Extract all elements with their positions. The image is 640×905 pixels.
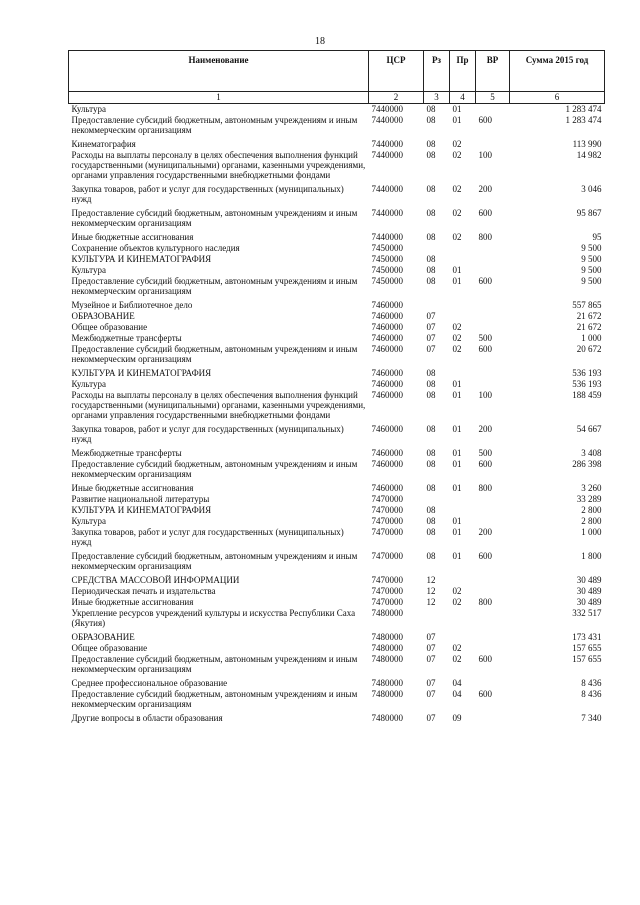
cell-name: СРЕДСТВА МАССОВОЙ ИНФОРМАЦИИ	[71, 575, 240, 585]
table-row	[69, 597, 605, 608]
cell-csr: 7440000	[371, 208, 403, 218]
cell-name: Предоставление субсидий бюджетным, автономным учреждениям и иным некоммерческим организациям	[71, 689, 358, 709]
cell-csr: 7460000	[371, 322, 403, 332]
page-number: 18	[315, 36, 325, 47]
cell-pr: 01	[452, 276, 462, 286]
cell-vr	[476, 300, 510, 311]
cell-vr	[476, 379, 510, 390]
cell-pr	[450, 505, 476, 516]
cell-name: Периодическая печать и издательства	[71, 586, 216, 596]
cell-vr	[476, 104, 510, 116]
cell-rz: 08	[426, 448, 436, 458]
cell-csr: 7460000	[371, 483, 403, 493]
cell-sum: 9 500	[581, 243, 602, 253]
cell-pr: 04	[452, 689, 462, 699]
cell-rz: 08	[426, 390, 436, 400]
header-number: 2	[369, 92, 424, 104]
cell-sum: 2 800	[581, 516, 602, 526]
cell-vr	[476, 243, 510, 254]
cell-pr: 01	[452, 459, 462, 469]
cell-name: Закупка товаров, работ и услуг для государственных (муниципальных) нужд	[71, 527, 344, 547]
cell-vr: 100	[478, 150, 492, 160]
cell-rz: 07	[426, 632, 436, 642]
table-row	[69, 243, 605, 254]
cell-name: Предоставление субсидий бюджетным, автономным учреждениям и иным некоммерческим организациям	[71, 344, 358, 364]
cell-sum: 30 489	[576, 586, 602, 596]
cell-vr: 200	[478, 424, 492, 434]
cell-name: Общее образование	[71, 322, 148, 332]
cell-csr: 7440000	[371, 115, 403, 125]
cell-vr	[476, 368, 510, 379]
cell-name: Предоставление субсидий бюджетным, автономным учреждениям и иным некоммерческим организациям	[71, 276, 358, 296]
cell-name: Кинематография	[71, 139, 136, 149]
cell-csr: 7480000	[371, 643, 403, 653]
cell-name: Предоставление субсидий бюджетным, автономным учреждениям и иным некоммерческим организациям	[71, 459, 358, 479]
cell-rz: 08	[426, 424, 436, 434]
cell-name: ОБРАЗОВАНИЕ	[71, 311, 135, 321]
cell-csr: 7440000	[371, 232, 403, 242]
cell-sum: 1 000	[581, 527, 602, 537]
table-row	[69, 483, 605, 494]
cell-vr: 200	[478, 527, 492, 537]
cell-sum: 1 283 474	[565, 104, 602, 114]
cell-name: Среднее профессиональное образование	[71, 678, 228, 688]
table-row	[69, 322, 605, 333]
cell-csr: 7460000	[371, 448, 403, 458]
table-row	[69, 115, 605, 139]
cell-rz: 08	[426, 104, 436, 114]
cell-pr: 01	[452, 265, 462, 275]
cell-sum: 95 867	[576, 208, 602, 218]
cell-csr: 7440000	[371, 184, 403, 194]
cell-pr: 02	[452, 643, 462, 653]
cell-name: Межбюджетные трансферты	[71, 333, 182, 343]
cell-pr: 04	[452, 678, 462, 688]
cell-name: ОБРАЗОВАНИЕ	[71, 632, 135, 642]
cell-pr: 02	[452, 322, 462, 332]
cell-rz: 07	[426, 311, 436, 321]
cell-rz: 07	[426, 689, 436, 699]
cell-vr	[476, 678, 510, 689]
cell-vr: 600	[478, 551, 492, 561]
cell-rz: 08	[426, 232, 436, 242]
header-name: Наименование	[69, 51, 369, 92]
cell-rz: 08	[426, 527, 436, 537]
table-row	[69, 184, 605, 208]
cell-sum: 3 046	[581, 184, 602, 194]
cell-rz: 08	[426, 254, 436, 264]
cell-pr	[450, 300, 476, 311]
header-sum: Сумма 2015 год	[510, 51, 605, 92]
table-row	[69, 265, 605, 276]
cell-name: Культура	[71, 379, 106, 389]
cell-rz: 08	[426, 139, 436, 149]
cell-vr: 800	[478, 483, 492, 493]
cell-sum: 536 193	[572, 368, 602, 378]
header-number: 6	[510, 92, 605, 104]
cell-pr: 02	[452, 597, 462, 607]
cell-name: Предоставление субсидий бюджетным, автономным учреждениям и иным некоммерческим организациям	[71, 115, 358, 135]
cell-name: Предоставление субсидий бюджетным, автономным учреждениям и иным некоммерческим организациям	[71, 551, 358, 571]
cell-vr: 200	[478, 184, 492, 194]
cell-vr: 600	[478, 344, 492, 354]
cell-csr: 7460000	[371, 459, 403, 469]
cell-csr: 7440000	[371, 139, 403, 149]
cell-rz: 08	[426, 208, 436, 218]
table-row	[69, 333, 605, 344]
table-row	[69, 300, 605, 311]
cell-pr: 02	[452, 184, 462, 194]
cell-rz: 07	[426, 678, 436, 688]
cell-pr	[450, 368, 476, 379]
cell-rz: 07	[426, 344, 436, 354]
table-row	[69, 208, 605, 232]
cell-rz: 08	[426, 551, 436, 561]
cell-csr: 7470000	[371, 505, 403, 515]
cell-vr	[476, 575, 510, 586]
cell-pr: 02	[452, 333, 462, 343]
table-row	[69, 368, 605, 379]
cell-name: Предоставление субсидий бюджетным, автономным учреждениям и иным некоммерческим организациям	[71, 654, 358, 674]
cell-rz: 08	[426, 516, 436, 526]
cell-vr: 100	[478, 390, 492, 400]
header-number: 4	[450, 92, 476, 104]
cell-sum: 8 436	[581, 689, 602, 699]
cell-sum: 54 667	[576, 424, 602, 434]
cell-pr	[450, 311, 476, 322]
table-row	[69, 311, 605, 322]
cell-pr	[450, 254, 476, 265]
cell-csr: 7470000	[371, 516, 403, 526]
cell-vr	[476, 494, 510, 505]
cell-sum: 2 800	[581, 505, 602, 515]
table-row	[69, 344, 605, 368]
cell-pr: 01	[452, 424, 462, 434]
table-row	[69, 505, 605, 516]
table-row	[69, 254, 605, 265]
table-row	[69, 448, 605, 459]
cell-csr: 7460000	[371, 344, 403, 354]
cell-csr: 7470000	[371, 527, 403, 537]
cell-sum: 20 672	[576, 344, 602, 354]
cell-sum: 113 990	[572, 139, 602, 149]
cell-name: Общее образование	[71, 643, 148, 653]
cell-vr: 600	[478, 654, 492, 664]
cell-name: КУЛЬТУРА И КИНЕМАТОГРАФИЯ	[71, 368, 212, 378]
cell-name: Иные бюджетные ассигнования	[71, 232, 194, 242]
cell-vr: 500	[478, 333, 492, 343]
cell-sum: 188 459	[572, 390, 602, 400]
cell-sum: 33 289	[576, 494, 602, 504]
cell-name: Укрепление ресурсов учреждений культуры и искусства Республики Саха (Якутия)	[71, 608, 356, 628]
cell-name: Расходы на выплаты персоналу в целях обеспечения выполнения функций государственными (муниципальными) органами, казенными учреждениями, органами управления государственными внебюджетными фондами	[71, 150, 366, 180]
cell-csr: 7460000	[371, 300, 403, 310]
cell-sum: 21 672	[576, 311, 602, 321]
cell-vr	[476, 311, 510, 322]
cell-pr: 01	[452, 516, 462, 526]
cell-pr: 01	[452, 527, 462, 537]
cell-rz: 08	[426, 505, 436, 515]
cell-rz: 12	[426, 575, 436, 585]
cell-csr: 7460000	[371, 333, 403, 343]
cell-sum: 332 517	[572, 608, 602, 618]
cell-vr	[476, 643, 510, 654]
cell-vr: 500	[478, 448, 492, 458]
cell-pr	[450, 632, 476, 643]
cell-vr: 600	[478, 459, 492, 469]
table-row	[69, 713, 605, 724]
cell-csr: 7450000	[371, 254, 403, 264]
cell-name: Закупка товаров, работ и услуг для государственных (муниципальных) нужд	[71, 424, 344, 444]
cell-sum: 157 655	[572, 643, 602, 653]
cell-csr: 7470000	[371, 575, 403, 585]
cell-pr: 01	[452, 483, 462, 493]
cell-sum: 3 260	[581, 483, 602, 493]
cell-pr: 01	[452, 448, 462, 458]
table-row	[69, 459, 605, 483]
cell-vr	[476, 265, 510, 276]
header-pr: Пр	[450, 51, 476, 92]
cell-csr: 7460000	[371, 368, 403, 378]
cell-sum: 30 489	[576, 597, 602, 607]
cell-csr: 7470000	[371, 586, 403, 596]
cell-csr: 7440000	[371, 150, 403, 160]
cell-pr	[450, 494, 476, 505]
cell-vr	[476, 254, 510, 265]
table-row	[69, 551, 605, 575]
cell-vr: 800	[478, 597, 492, 607]
cell-name: Расходы на выплаты персоналу в целях обеспечения выполнения функций государственными (муниципальными) органами, казенными учреждениями, органами управления государственными внебюджетными фондами	[71, 390, 366, 420]
cell-rz: 07	[426, 654, 436, 664]
cell-csr: 7440000	[371, 104, 403, 114]
cell-vr	[476, 322, 510, 333]
cell-vr	[476, 586, 510, 597]
cell-csr: 7480000	[371, 678, 403, 688]
cell-name: Предоставление субсидий бюджетным, автономным учреждениям и иным некоммерческим организациям	[71, 208, 358, 228]
cell-csr: 7470000	[371, 597, 403, 607]
cell-pr: 02	[452, 208, 462, 218]
cell-vr: 600	[478, 115, 492, 125]
header-vr: ВР	[476, 51, 510, 92]
cell-sum: 9 500	[581, 265, 602, 275]
cell-pr: 02	[452, 654, 462, 664]
cell-sum: 95	[592, 232, 602, 242]
cell-rz	[424, 608, 450, 632]
table-row	[69, 678, 605, 689]
table-row	[69, 390, 605, 424]
table-row	[69, 494, 605, 505]
cell-rz	[424, 494, 450, 505]
cell-csr: 7450000	[371, 265, 403, 275]
table-row	[69, 516, 605, 527]
cell-name: КУЛЬТУРА И КИНЕМАТОГРАФИЯ	[71, 505, 212, 515]
cell-name: Иные бюджетные ассигнования	[71, 597, 194, 607]
table-row	[69, 654, 605, 678]
header-rz: Рз	[424, 51, 450, 92]
cell-csr: 7460000	[371, 390, 403, 400]
cell-sum: 9 500	[581, 276, 602, 286]
cell-pr	[450, 608, 476, 632]
cell-pr: 09	[452, 713, 462, 723]
cell-csr: 7480000	[371, 608, 403, 618]
cell-sum: 1 000	[581, 333, 602, 343]
table-row	[69, 424, 605, 448]
header-csr: ЦСР	[369, 51, 424, 92]
cell-pr	[450, 243, 476, 254]
cell-rz: 08	[426, 459, 436, 469]
cell-sum: 30 489	[576, 575, 602, 585]
table-header	[69, 51, 605, 104]
cell-sum: 173 431	[572, 632, 602, 642]
cell-sum: 7 340	[581, 713, 602, 723]
cell-pr: 02	[452, 150, 462, 160]
cell-rz: 08	[426, 184, 436, 194]
cell-vr	[476, 608, 510, 632]
cell-pr: 02	[452, 232, 462, 242]
cell-rz	[424, 243, 450, 254]
cell-sum: 286 398	[572, 459, 602, 469]
cell-csr: 7460000	[371, 379, 403, 389]
header-number: 3	[424, 92, 450, 104]
cell-sum: 9 500	[581, 254, 602, 264]
cell-csr: 7470000	[371, 494, 403, 504]
cell-name: Культура	[71, 265, 106, 275]
cell-pr: 01	[452, 379, 462, 389]
cell-csr: 7450000	[371, 243, 403, 253]
cell-rz: 07	[426, 333, 436, 343]
table-row	[69, 608, 605, 632]
cell-name: Культура	[71, 104, 106, 114]
cell-name: Развитие национальной литературы	[71, 494, 210, 504]
table-row	[69, 379, 605, 390]
table-row	[69, 632, 605, 643]
cell-csr: 7460000	[371, 424, 403, 434]
table-row	[69, 232, 605, 243]
cell-vr	[476, 139, 510, 150]
cell-vr: 600	[478, 276, 492, 286]
cell-csr: 7480000	[371, 689, 403, 699]
cell-rz	[424, 300, 450, 311]
cell-sum: 536 193	[572, 379, 602, 389]
cell-rz: 12	[426, 597, 436, 607]
cell-name: Музейное и Библиотечное дело	[71, 300, 193, 310]
table-row	[69, 150, 605, 184]
cell-rz: 08	[426, 368, 436, 378]
table-row	[69, 527, 605, 551]
cell-pr: 02	[452, 344, 462, 354]
cell-sum: 21 672	[576, 322, 602, 332]
cell-vr	[476, 516, 510, 527]
cell-rz: 07	[426, 713, 436, 723]
cell-rz: 12	[426, 586, 436, 596]
cell-sum: 157 655	[572, 654, 602, 664]
budget-table	[68, 50, 605, 724]
cell-pr: 01	[452, 551, 462, 561]
cell-vr: 800	[478, 232, 492, 242]
cell-rz: 08	[426, 115, 436, 125]
table-row	[69, 575, 605, 586]
cell-rz: 08	[426, 379, 436, 389]
cell-name: КУЛЬТУРА И КИНЕМАТОГРАФИЯ	[71, 254, 212, 264]
table-row	[69, 139, 605, 150]
cell-csr: 7450000	[371, 276, 403, 286]
cell-csr: 7470000	[371, 551, 403, 561]
cell-pr	[450, 575, 476, 586]
cell-rz: 08	[426, 265, 436, 275]
cell-sum: 1 283 474	[565, 115, 602, 125]
cell-pr: 01	[452, 104, 462, 114]
header-number: 5	[476, 92, 510, 104]
cell-name: Иные бюджетные ассигнования	[71, 483, 194, 493]
cell-rz: 08	[426, 276, 436, 286]
table-row	[69, 643, 605, 654]
cell-pr: 02	[452, 139, 462, 149]
cell-sum: 1 800	[581, 551, 602, 561]
cell-vr: 600	[478, 689, 492, 699]
cell-rz: 07	[426, 322, 436, 332]
cell-vr	[476, 505, 510, 516]
cell-pr: 01	[452, 390, 462, 400]
table-row	[69, 104, 605, 116]
cell-csr: 7480000	[371, 632, 403, 642]
cell-sum: 557 865	[572, 300, 602, 310]
table-body	[69, 104, 605, 725]
cell-csr: 7460000	[371, 311, 403, 321]
table-row	[69, 689, 605, 713]
cell-rz: 07	[426, 643, 436, 653]
cell-pr: 02	[452, 586, 462, 596]
cell-name: Сохранение объектов культурного наследия	[71, 243, 240, 253]
cell-pr: 01	[452, 115, 462, 125]
cell-name: Другие вопросы в области образования	[71, 713, 223, 723]
cell-name: Межбюджетные трансферты	[71, 448, 182, 458]
cell-csr: 7480000	[371, 713, 403, 723]
cell-name: Закупка товаров, работ и услуг для государственных (муниципальных) нужд	[71, 184, 344, 204]
cell-sum: 8 436	[581, 678, 602, 688]
cell-vr	[476, 713, 510, 724]
cell-sum: 14 982	[576, 150, 602, 160]
cell-sum: 3 408	[581, 448, 602, 458]
header-number: 1	[69, 92, 369, 104]
cell-rz: 08	[426, 483, 436, 493]
cell-vr	[476, 632, 510, 643]
cell-name: Культура	[71, 516, 106, 526]
cell-rz: 08	[426, 150, 436, 160]
table-row	[69, 276, 605, 300]
cell-vr: 600	[478, 208, 492, 218]
table-row	[69, 586, 605, 597]
cell-csr: 7480000	[371, 654, 403, 664]
